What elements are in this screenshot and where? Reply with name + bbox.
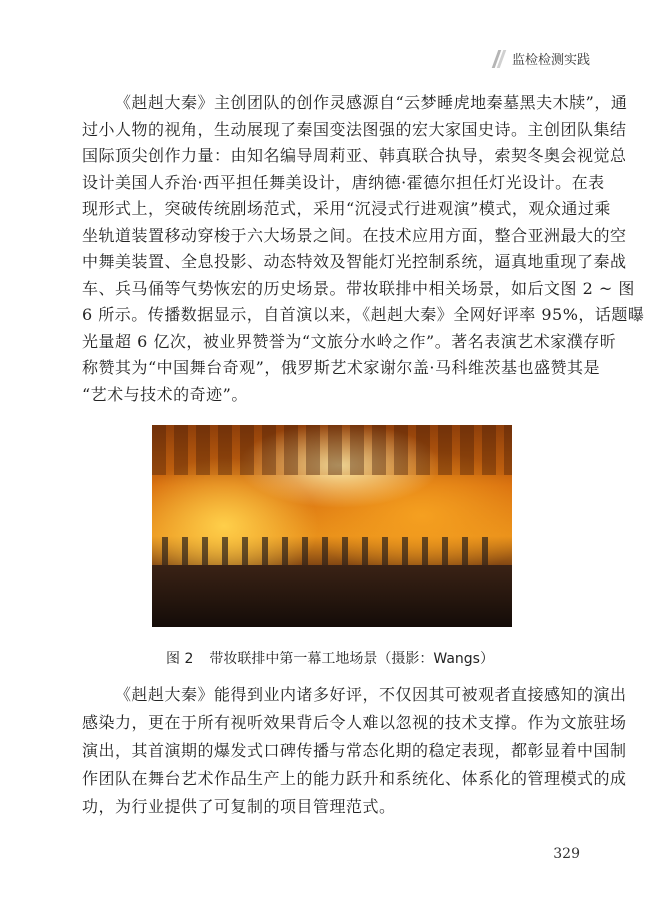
stage-photo bbox=[152, 425, 512, 627]
text-line: 称赞其为“中国舞台奇观”，俄罗斯艺术家谢尔盖·马科维茨基也盛赞其是 bbox=[82, 358, 600, 377]
paragraph-1 bbox=[82, 90, 645, 408]
text-line: 《赳赳大秦》能得到业内诸多好评，不仅因其可被观者直接感知的演出 bbox=[115, 685, 627, 704]
text-line: 过小人物的视角，生动展现了秦国变法图强的宏大家国史诗。主创团队集结 bbox=[82, 119, 627, 139]
text-line: 感染力，更在于所有视听效果背后令人难以忽视的技术支撑。作为文旅驻场 bbox=[82, 713, 627, 732]
text-line: 坐轨道装置移动穿梭于六大场景之间。在技术应用方面，整合亚洲最大的空 bbox=[82, 225, 627, 245]
page-number: 329 bbox=[553, 846, 580, 862]
header-slash-icon bbox=[492, 50, 506, 68]
photo-ceiling bbox=[152, 425, 512, 475]
running-header bbox=[492, 49, 590, 68]
text-line: 中舞美装置、全息投影、动态特效及智能灯光控制系统，逼真地重现了秦战 bbox=[82, 252, 627, 271]
text-line: “艺术与技术的奇迹”。 bbox=[82, 384, 248, 404]
photo-stage bbox=[152, 565, 512, 627]
paragraph-2 bbox=[82, 681, 627, 821]
text-line: 6 所示。传播数据显示，自首演以来，《赳赳大秦》全网好评率 95%，话题曝 bbox=[82, 305, 645, 324]
text-line: 现形式上，突破传统剧场范式，采用“沉浸式行进观演”模式，观众通过乘 bbox=[82, 199, 611, 218]
text-line: 国际顶尖创作力量：由知名编导周莉亚、韩真联合执导，索契冬奥会视觉总 bbox=[82, 146, 627, 165]
text-line: 功，为行业提供了可复制的项目管理范式。 bbox=[82, 797, 396, 816]
text-line: 车、兵马俑等气势恢宏的历史场景。带妆联排中相关场景，如后文图 2 ~ 图 bbox=[82, 278, 635, 298]
text-line: 演出，其首演期的爆发式口碑传播与常态化期的稳定表现，都彰显着中国制 bbox=[82, 741, 627, 760]
text-line: 光量超 6 亿次，被业界赞誉为“文旅分水岭之作”。著名表演艺术家濮存昕 bbox=[82, 331, 617, 351]
text-line: 设计美国人乔治·西平担任舞美设计，唐纳德·霍德尔担任灯光设计。在表 bbox=[82, 172, 605, 192]
figure-label: 图 2 bbox=[166, 651, 194, 667]
text-line: 《赳赳大秦》主创团队的创作灵感源自“云梦睡虎地秦墓黑夫木牍”，通 bbox=[115, 93, 628, 112]
text-line: 作团队在舞台艺术作品生产上的能力跃升和系统化、体系化的管理模式的成 bbox=[82, 769, 627, 788]
figure-caption-text: 带妆联排中第一幕工地场景（摄影：Wangs） bbox=[209, 651, 494, 667]
figure-caption bbox=[0, 648, 660, 668]
section-title: 监检检测实践 bbox=[511, 53, 590, 68]
